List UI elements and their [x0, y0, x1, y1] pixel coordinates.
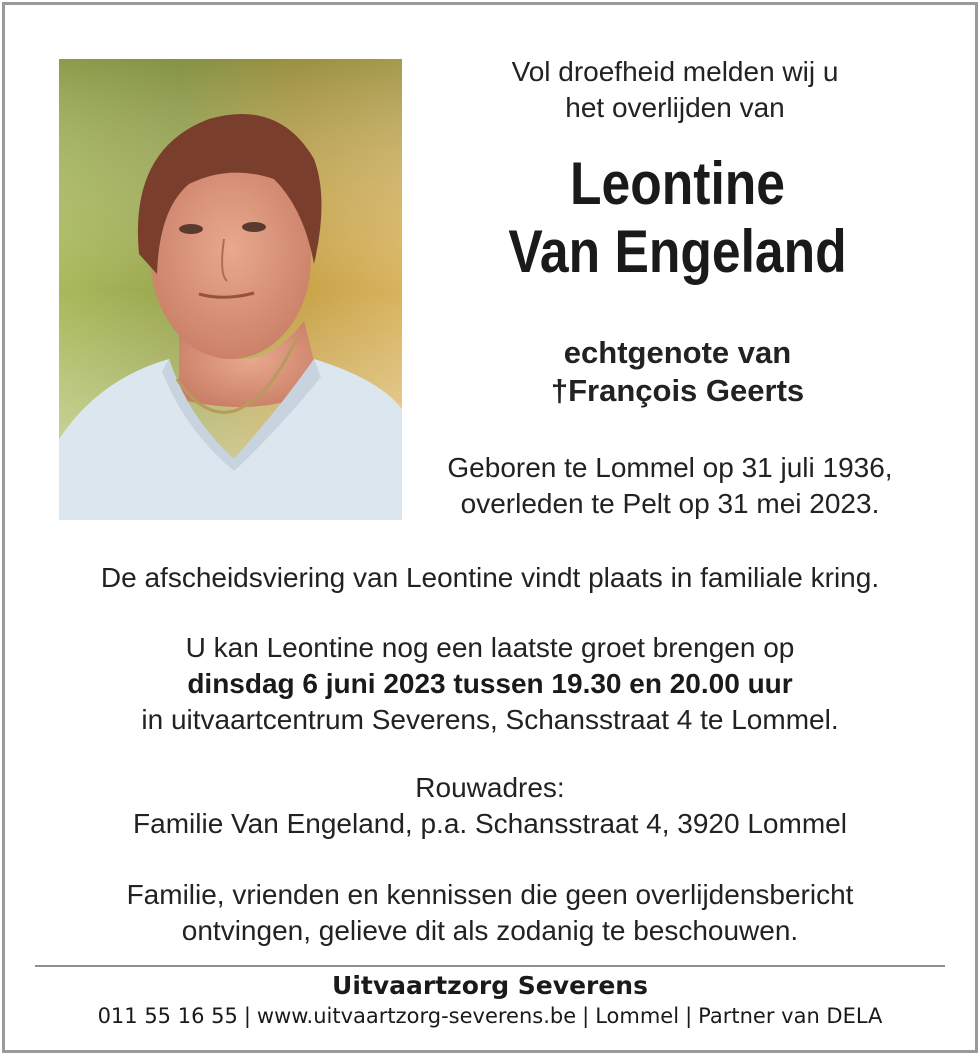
- visitation-info: [20, 630, 960, 738]
- company-partner: Partner van DELA: [698, 1004, 883, 1028]
- spouse-line-2: †François Geerts: [550, 373, 805, 408]
- separator: |: [685, 1004, 693, 1028]
- intro-line-1: Vol droefheid melden wij u: [511, 56, 839, 87]
- visitation-line-1: U kan Leontine nog een laatste groet brengen op: [185, 632, 795, 663]
- portrait-illustration: [59, 59, 402, 520]
- separator: |: [243, 1004, 251, 1028]
- portrait-photo: [59, 59, 402, 520]
- life-dates: [410, 450, 930, 522]
- note-line-1: Familie, vrienden en kennissen die geen overlijdensbericht: [126, 879, 854, 910]
- deceased-name: [473, 150, 882, 286]
- deceased-last-name: Van Engeland: [508, 218, 847, 285]
- spouse-line-1: echtgenote van: [563, 335, 792, 370]
- deceased-first-name: Leontine: [570, 150, 785, 217]
- company-website[interactable]: www.uitvaartzorg-severens.be: [256, 1004, 577, 1028]
- visitation-date-time: dinsdag 6 juni 2023 tussen 19.30 en 20.00 uur: [187, 668, 793, 699]
- visitation-location: in uitvaartcentrum Severens, Schansstraat 4 te Lommel.: [141, 704, 839, 735]
- mourning-address-label: Rouwadres:: [415, 772, 565, 803]
- note-line-2: ontvingen, gelieve dit als zodanig te beschouwen.: [181, 915, 799, 946]
- footer-divider: [35, 965, 945, 967]
- mourning-address: [20, 770, 960, 842]
- birth-date: Geboren te Lommel op 31 juli 1936,: [447, 452, 893, 483]
- company-city: Lommel: [595, 1004, 680, 1028]
- company-phone: 011 55 16 55: [97, 1004, 238, 1028]
- death-date: overleden te Pelt op 31 mei 2023.: [460, 488, 880, 519]
- mourning-address-value: Familie Van Engeland, p.a. Schansstraat 4, 3920 Lommel: [133, 808, 847, 839]
- intro-text: [440, 54, 910, 126]
- separator: |: [582, 1004, 590, 1028]
- spouse-info: [440, 334, 915, 410]
- company-name: Uitvaartzorg Severens: [332, 971, 648, 1000]
- notice-note: [20, 877, 960, 949]
- farewell-text: De afscheidsviering van Leontine vindt plaats in familiale kring.: [100, 562, 880, 593]
- company-contact: [20, 1002, 960, 1030]
- intro-line-2: het overlijden van: [565, 92, 785, 123]
